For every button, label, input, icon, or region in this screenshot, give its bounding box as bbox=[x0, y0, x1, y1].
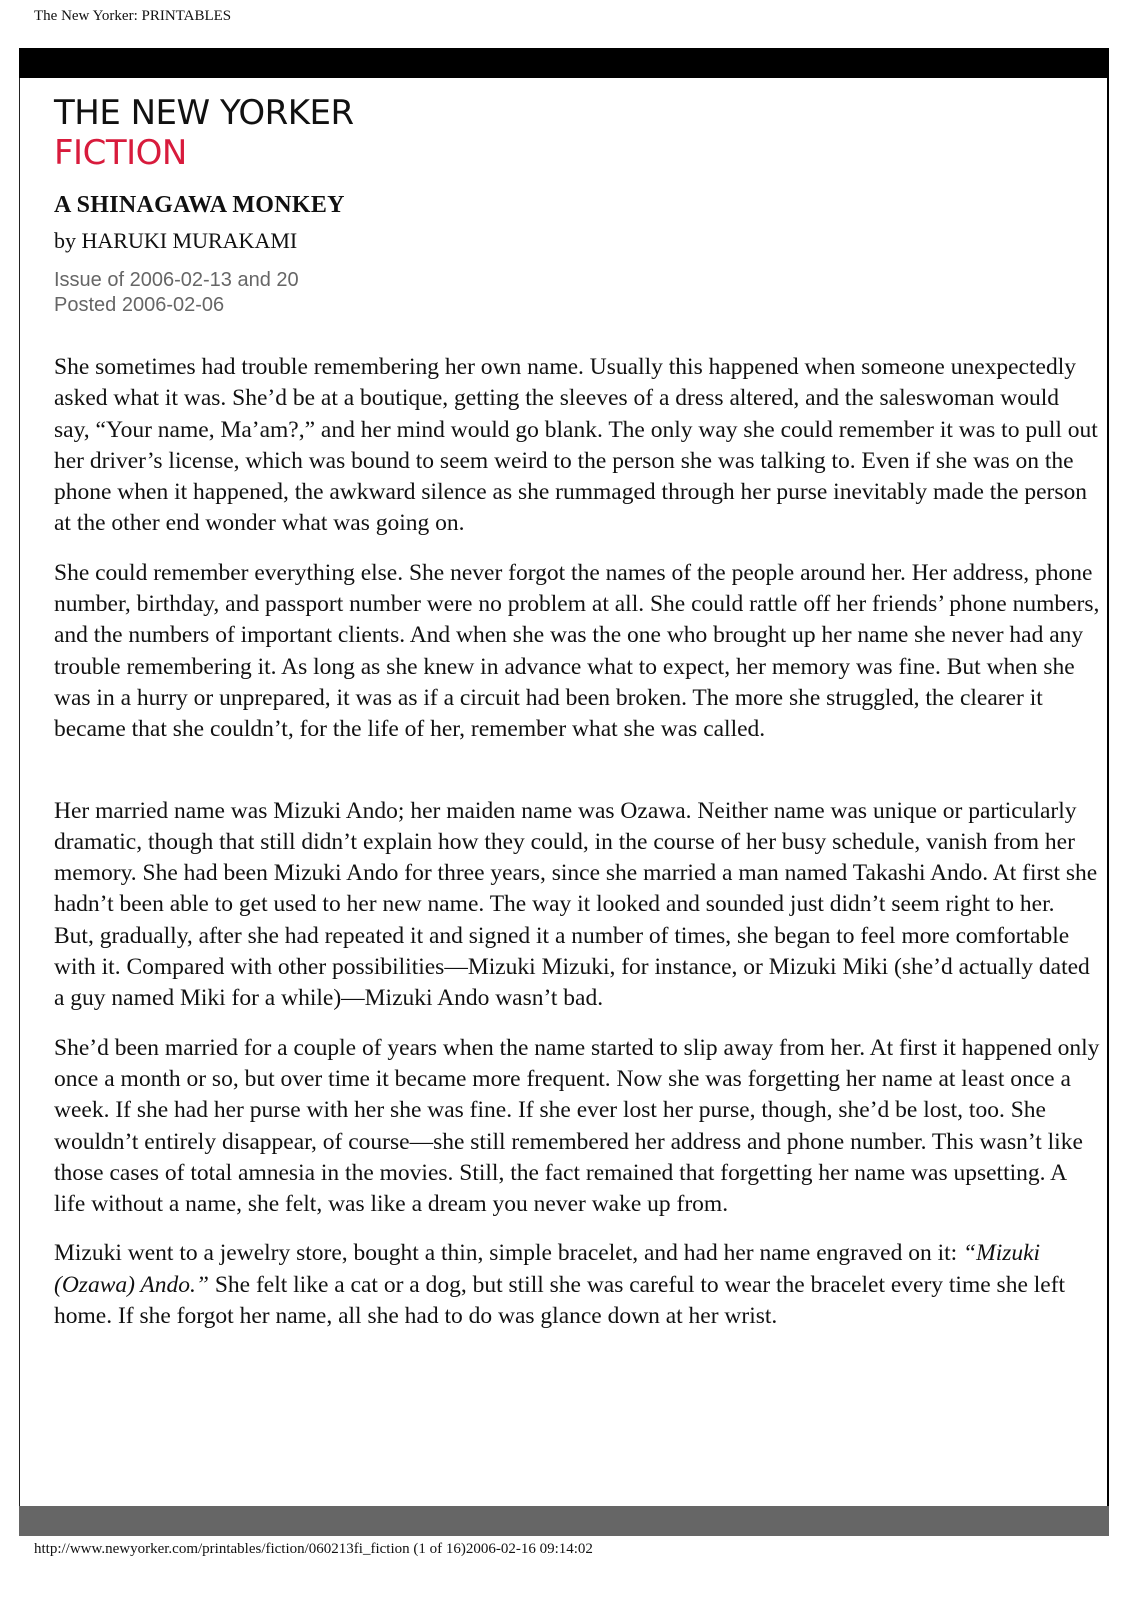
posted-date: Posted 2006-02-06 bbox=[54, 294, 225, 316]
paragraph bbox=[54, 1238, 1100, 1332]
logo-masthead: THE NEW YORKER bbox=[54, 93, 354, 133]
paragraph: Her married name was Mizuki Ando; her maiden name was Ozawa. Neither name was unique or particularly dramatic, though that still didn’t explain how they could, in the course of her busy schedule, vanish from her memory. She had been Mizuki Ando for three years, since she married a man named Takashi Ando. At first she hadn’t been able to get used to her new name. The way it looked and sounded just didn’t seem right to her. But, gradually, after she had repeated it and signed it a number of times, she began to feel more comfortable with it. Compared with other possibilities—Mizuki Mizuki, for instance, or Mizuki Miki (she’d actually dated a guy named Miki for a while)—Mizuki Ando wasn’t bad. bbox=[54, 797, 1098, 1012]
page-frame bbox=[19, 48, 1109, 1536]
article-meta bbox=[54, 268, 1100, 318]
article-title: A SHINAGAWA MONKEY bbox=[54, 192, 345, 218]
engraving-text: “Mizuki (Ozawa) Ando.” bbox=[54, 1240, 1041, 1298]
issue-date: Issue of 2006-02-13 and 20 bbox=[54, 269, 299, 291]
article-byline: by HARUKI MURAKAMI bbox=[54, 228, 298, 253]
article-content bbox=[54, 94, 1100, 1350]
bottom-bar bbox=[19, 1506, 1109, 1536]
print-footer: http://www.newyorker.com/printables/fiction/060213fi_fiction (1 of 16)2006-02-16 09:14:02 bbox=[34, 1541, 593, 1557]
article-body bbox=[54, 352, 1100, 1332]
paragraph-text: She felt like a cat or a dog, but still she was careful to wear the bracelet every time she left home. If she forgot her name, all she had to do was glance down at her wrist. bbox=[54, 1271, 1066, 1330]
paragraph: She sometimes had trouble remembering her own name. Usually this happened when someone unexpectedly asked what it was. She’d be at a boutique, getting the sleeves of a dress altered, and the saleswoman would say, “Your name, Ma’am?,” and her mind would go blank. The only way she could remember it was to pull out her driver’s license, which was bound to seem weird to the person she was talking to. Even if she was on the phone when it happened, the awkward silence as she rummaged through her purse inevitably made the person at the other end wonder what was going on. bbox=[54, 354, 1098, 537]
paragraph-text: Mizuki went to a jewelry store, bought a thin, simple bracelet, and had her name engraved on it: bbox=[54, 1240, 964, 1267]
logo-section: FICTION bbox=[54, 133, 187, 173]
top-bar bbox=[19, 48, 1109, 78]
magazine-logo bbox=[54, 94, 1100, 172]
paragraph: She could remember everything else. She never forgot the names of the people around her. Her address, phone number, birthday, and passport number were no problem at all. She could rattle off her friends’ phone numbers, and the numbers of important clients. And when she was the one who brought up her name she never had any trouble remembering it. As long as she knew in advance what to expect, her memory was fine. But when she was in a hurry or unprepared, it was as if a circuit had been broken. The more she struggled, the clearer it became that she couldn’t, for the life of her, remember what she was called. bbox=[54, 559, 1100, 743]
paragraph: She’d been married for a couple of years when the name started to slip away from her. At first it happened only once a month or so, but over time it became more frequent. Now she was forgetting her name at least once a week. If she had her purse with her she was fine. If she ever lost her purse, though, she’d be lost, too. She wouldn’t entirely disappear, of course—she still remembered her address and phone number. This wasn’t like those cases of total amnesia in the movies. Still, the fact remained that forgetting her name was upsetting. A life without a name, she felt, was like a dream you never wake up from. bbox=[54, 1034, 1100, 1218]
left-rule bbox=[19, 78, 20, 1506]
print-header: The New Yorker: PRINTABLES bbox=[34, 8, 232, 24]
